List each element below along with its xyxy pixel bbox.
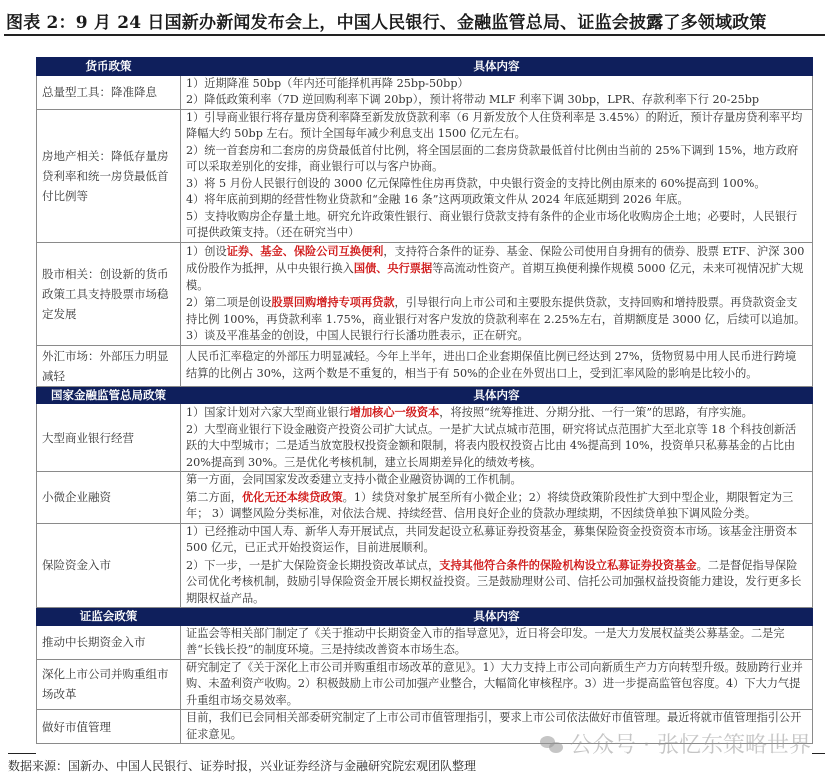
text-segment: ，将按照“统筹推进、分期分批、一行一策”的思路，有序实施。 xyxy=(439,406,753,419)
highlighted-text: 支持其他符合条件的保险机构设立私募证券投资基金 xyxy=(439,557,697,572)
text-segment: 5）支持收购房企存量土地。研究允许政策性银行、商业银行贷款支持有条件的企业市场化收购房企土地；必要时，人民银行可提供政策支持。（还在研究当中） xyxy=(186,209,798,239)
text-segment: 目前，我们已会同相关部委研究制定了上市公司市值管理指引，要求上市公司依法做好市值管理。最近将就市值管理指引公开征求意见。 xyxy=(186,711,802,741)
text-segment: 等高流动性资产。首期互换便利操作规模 5000 亿元，未来可视情况扩大规模。 xyxy=(186,262,804,292)
policy-row xyxy=(37,523,813,608)
text-segment: 第二方面， xyxy=(186,490,242,504)
watermark-text: 公众号 · 张忆东策略世界 xyxy=(570,733,811,758)
section-header-content: 具体内容 xyxy=(181,58,813,76)
policy-row xyxy=(37,242,813,345)
text-segment: 研究制定了《关于深化上市公司并购重组市场改革的意见》。1）大力支持上市公司向新质生产力方向转型升级。鼓励跨行业并购、未盈利资产收购。2）积极鼓励上市公司加强产业整合，大幅简化审核程序。3）进一步提高监管包容度。4）下大力气提升重组市场交易效率。 xyxy=(186,660,803,707)
policy-detail-line xyxy=(186,489,807,523)
text-segment: 1）已经推动中国人寿、新华人寿开展试点，共同发起设立私募证券投资基金，募集保险资金投资资本市场。该基金注册资本 500 亿元，已正式开始投资运作，目前进展顺利。 xyxy=(186,524,798,554)
text-segment: 第一方面，会同国家发改委建立支持小微企业融资协调的工作机制。 xyxy=(186,473,522,486)
figure-title: 图表 2：9 月 24 日国新办新闻发布会上，中国人民银行、金融监管总局、证监会披露了多领域政策 xyxy=(6,13,767,33)
policy-category: 外汇市场：外部压力明显减轻 xyxy=(37,345,181,386)
section-header-content: 具体内容 xyxy=(181,608,813,626)
text-segment: 2）统一首套房和二套房的房贷最低首付比例，将全国层面的二套房贷款最低首付比例由当前的 25%下调到 15%，地方政府可以采取差别化的安排，商业银行可以与客户协商。 xyxy=(186,143,799,173)
policy-row xyxy=(37,625,813,659)
policy-row xyxy=(37,472,813,524)
policy-detail xyxy=(181,625,813,659)
policy-detail-line xyxy=(186,524,807,557)
policy-detail xyxy=(181,242,813,345)
section-header-content: 具体内容 xyxy=(181,386,813,404)
text-segment: 1）创设 xyxy=(186,244,227,258)
policy-category: 小微企业融资 xyxy=(37,472,181,524)
policy-detail xyxy=(181,404,813,472)
policy-detail xyxy=(181,75,813,109)
highlighted-text: 增加核心一级资本 xyxy=(349,405,440,419)
policy-detail xyxy=(181,523,813,608)
policy-detail-line xyxy=(186,76,807,93)
text-segment: 1）近期降准 50bp（年内还可能择机再降 25bp-50bp） xyxy=(186,76,469,90)
policy-detail-line xyxy=(186,626,807,659)
policy-detail xyxy=(181,345,813,386)
bottom-divider-right xyxy=(812,753,825,754)
policy-category: 做好市值管理 xyxy=(37,710,181,744)
section-header-row xyxy=(37,58,813,76)
text-segment: 2）降低政策利率（7D 逆回购利率下调 20bp），预计将带动 MLF 利率下调 30bp，LPR、存款利率下行 20-25bp xyxy=(186,93,760,106)
highlighted-text: 股票回购增持专项再贷款 xyxy=(271,295,395,309)
text-segment: ，引导银行向上市公司和主要股东提供贷款，支持回购和增持股票。再贷款资金支持比例 100%，再贷款利率 1.75%，商业银行对客户发放的贷款利率在 2.25%左右，首期额度是 3000 亿，后续可以追加。 xyxy=(186,296,806,326)
text-segment: 4）将年底前到期的经营性物业贷款和“金融 16 条”这两项政策文件从 2024 年底延期到 2026 年底。 xyxy=(186,193,689,206)
text-segment: ，支持符合条件的证券、基金、保险公司使用自身拥有的债券、股票 ETF、沪深 300 成份股作为抵押，从中央银行换入 xyxy=(186,244,805,275)
policy-detail-line xyxy=(186,404,807,422)
text-segment: 2）下一步，一是扩大保险资金长期投资改革试点， xyxy=(186,558,440,572)
policy-detail-line xyxy=(186,472,807,489)
section-header-label: 货币政策 xyxy=(37,58,181,76)
text-segment: 3）谈及平准基金的创设，中国人民银行行长潘功胜表示，正在研究。 xyxy=(186,329,529,342)
text-segment: 2）第二项是创设 xyxy=(186,296,272,309)
policy-detail-line xyxy=(186,557,807,608)
policy-detail-line xyxy=(186,143,807,176)
policy-detail-line xyxy=(186,209,807,242)
highlighted-text: 国债、央行票据 xyxy=(353,261,433,275)
policy-detail-line xyxy=(186,110,807,143)
highlighted-text: 证券、基金、保险公司互换便利 xyxy=(226,243,384,258)
policy-category: 股市相关：创设新的货币政策工具支持股票市场稳定发展 xyxy=(37,242,181,345)
title-divider xyxy=(4,34,825,36)
policy-detail-line xyxy=(186,328,807,345)
bottom-divider-left xyxy=(8,753,36,754)
text-segment: 1）引导商业银行将存量房贷利率降至新发放贷款利率（6 月新发放个人住贷利率是 3.45%）的附近，预计存量房贷利率平均降幅大约 50bp 左右。预计全国每年减少利息支出 1500 亿元左右。 xyxy=(186,110,803,140)
section-header-row xyxy=(37,386,813,404)
policy-detail-line xyxy=(186,192,807,209)
policy-category: 总量型工具：降准降息 xyxy=(37,75,181,109)
text-segment: 证监会等相关部门制定了《关于推动中长期资金入市的指导意见》，近日将会印发。一是大力发展权益类公募基金。二是完善“长钱长投”的制度环境。三是持续改善资本市场生态。 xyxy=(186,626,785,656)
text-segment: 1）国家计划对六家大型商业银行 xyxy=(186,406,350,419)
policy-row xyxy=(37,345,813,386)
policy-row xyxy=(37,404,813,472)
policy-detail-line xyxy=(186,349,807,382)
text-segment: 3）将 5 月份人民银行创设的 3000 亿元保障性住房再贷款，中央银行资金的支持比例由原来的 60%提高到 100%。 xyxy=(186,176,766,190)
policy-category: 房地产相关：降低存量房贷利率和统一房贷最低首付比例等 xyxy=(37,109,181,242)
policy-detail-line xyxy=(186,176,807,193)
section-header-row xyxy=(37,608,813,626)
watermark xyxy=(540,728,811,759)
policy-detail-line xyxy=(186,660,807,710)
highlighted-text: 优化无还本续贷政策 xyxy=(241,489,343,504)
policy-category: 大型商业银行经营 xyxy=(37,404,181,472)
policy-row xyxy=(37,109,813,242)
policy-row xyxy=(37,75,813,109)
policy-row xyxy=(37,659,813,710)
policy-table xyxy=(36,57,813,744)
text-segment: 2）大型商业银行下设金融资产投资公司扩大试点。一是扩大试点城市范围，研究将试点范围扩大至北京等 18 个科技创新活跃的大中型城市；二是适当放宽股权投资金额和限制，将表内股权投资占比由 4%提高到 10%，投资单只私募基金的占比由 20%提高到 30%。三是优化考核机制，建立长周期差异化的绩效考核。 xyxy=(186,422,797,469)
section-header-label: 证监会政策 xyxy=(37,608,181,626)
text-segment: 人民币汇率稳定的外部压力明显减轻。今年上半年，进出口企业套期保值比例已经达到 27%，货物贸易中用人民币进行跨境结算的比例占 30%，这两个数是不重复的，相当于有 50%的企业在外贸出口上，受到汇率风险的影响是比较小的。 xyxy=(186,350,797,380)
policy-category: 保险资金入市 xyxy=(37,523,181,608)
policy-detail-line xyxy=(186,422,807,472)
policy-category: 推动中长期资金入市 xyxy=(37,625,181,659)
policy-detail-line xyxy=(186,294,807,328)
text-segment: 。1）续贷对象扩展至所有小微企业；2）将续贷政策阶段性扩大到中型企业，期限暂定为三年； 3）调整风险分类标准，对依法合规、持续经营、信用良好企业的贷款办理续期，不因续贷单独下调风险分类。 xyxy=(186,490,794,520)
policy-table-body xyxy=(37,58,813,744)
section-header-label: 国家金融监管总局政策 xyxy=(37,386,181,404)
policy-detail-line xyxy=(186,92,807,109)
policy-detail xyxy=(181,659,813,710)
policy-detail xyxy=(181,109,813,242)
text-segment: 。二是督促指导保险公司优化考核机制，鼓励引导保险资金开展长期权益投资。三是鼓励理财公司、信托公司加强权益投资能力建设，发行更多长期限权益产品。 xyxy=(186,558,802,605)
policy-detail xyxy=(181,472,813,524)
policy-category: 深化上市公司并购重组市场改革 xyxy=(37,659,181,710)
wechat-icon xyxy=(540,734,564,754)
data-source-note: 数据来源：国新办、中国人民银行、证券时报，兴业证券经济与金融研究院宏观团队整理 xyxy=(8,759,477,773)
policy-detail-line xyxy=(186,243,807,295)
